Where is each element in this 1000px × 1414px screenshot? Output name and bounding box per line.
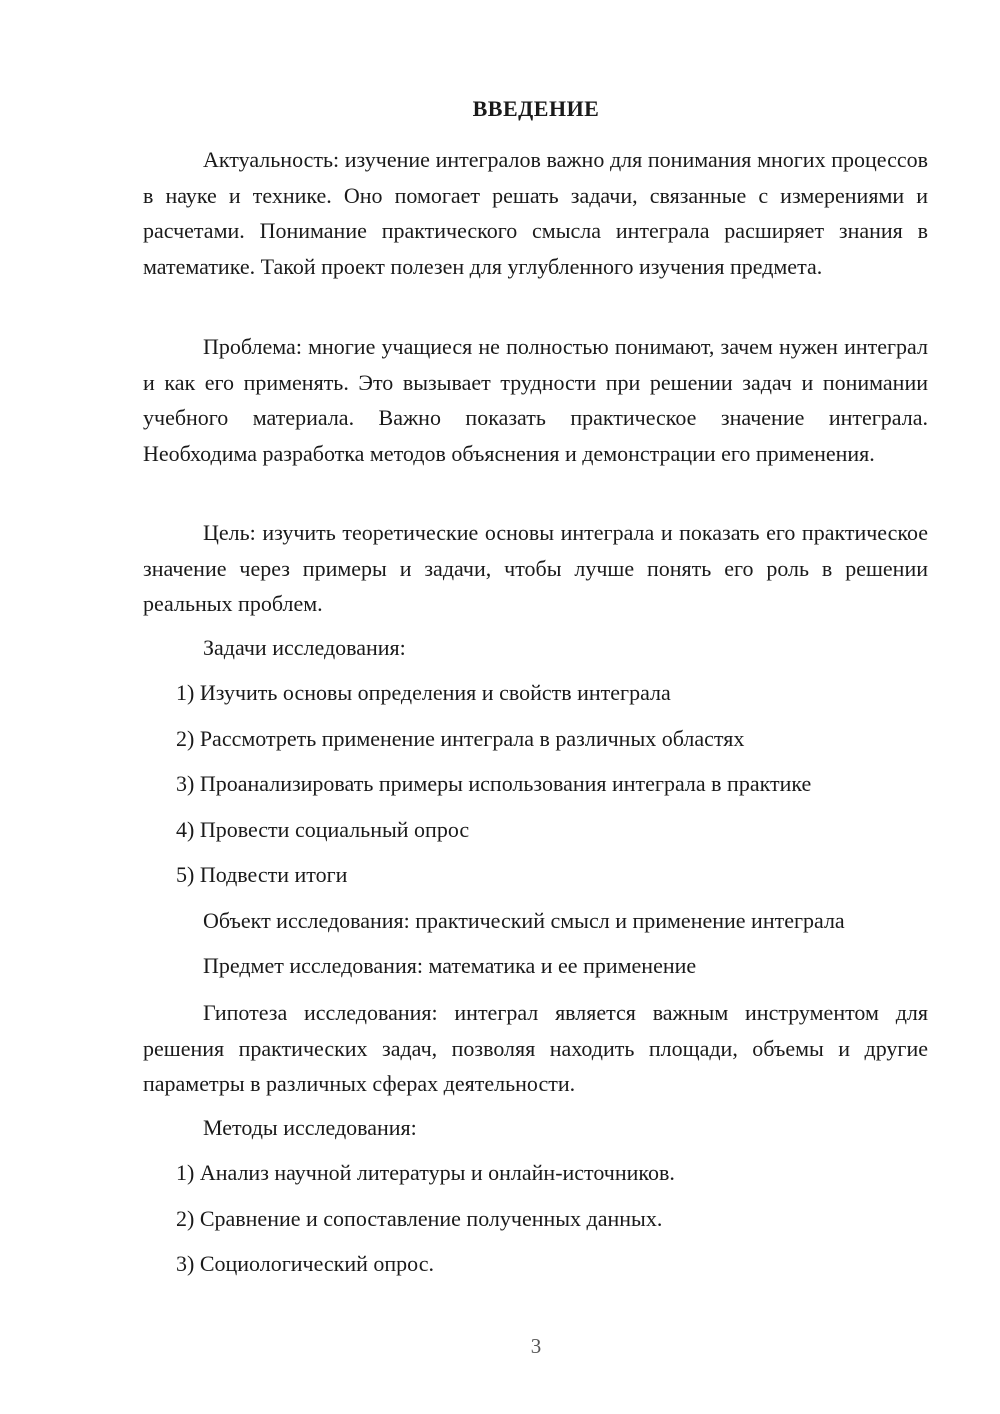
goal-paragraph: Цель: изучить теоретические основы интеграла и показать его практическое значение через примеры и задачи, чтобы лучше понять его роль в решении реальных проблем.	[143, 520, 928, 616]
task-item: 5) Подвести итоги	[176, 862, 348, 887]
method-item: 2) Сравнение и сопоставление полученных данных.	[176, 1206, 663, 1231]
tasks-title: Задачи исследования:	[203, 635, 406, 660]
hypothesis-paragraph: Гипотеза исследования: интеграл является важным инструментом для решения практических задач, позволяя находить площади, объемы и другие параметры в различных сферах деятельности.	[143, 1000, 928, 1096]
object-line: Объект исследования: практический смысл и применение интеграла	[203, 908, 845, 933]
problem-paragraph: Проблема: многие учащиеся не полностью понимают, зачем нужен интеграл и как его применять. Это вызывает трудности при решении задач и понимании учебного материала. Важно показать практическое значение интеграла. Необходима разработка методов объяснения и демонстрации его применения.	[143, 334, 928, 466]
task-item: 1) Изучить основы определения и свойств интеграла	[176, 680, 671, 705]
relevance-paragraph: Актуальность: изучение интегралов важно для понимания многих процессов в науке и технике. Оно помогает решать задачи, связанные с измерениями и расчетами. Понимание практического смысла интеграла расширяет знания в математике. Такой проект полезен для углубленного изучения предмета.	[143, 147, 928, 279]
method-item: 3) Социологический опрос.	[176, 1251, 434, 1276]
section-heading: ВВЕДЕНИЕ	[472, 96, 600, 121]
task-item: 2) Рассмотреть применение интеграла в различных областях	[176, 726, 745, 751]
methods-title: Методы исследования:	[203, 1115, 417, 1140]
task-item: 3) Проанализировать примеры использования интеграла в практике	[176, 771, 812, 796]
page-number: 3	[530, 1334, 542, 1358]
task-item: 4) Провести социальный опрос	[176, 817, 470, 842]
method-item: 1) Анализ научной литературы и онлайн-источников.	[176, 1160, 675, 1185]
subject-line: Предмет исследования: математика и ее применение	[203, 953, 697, 978]
